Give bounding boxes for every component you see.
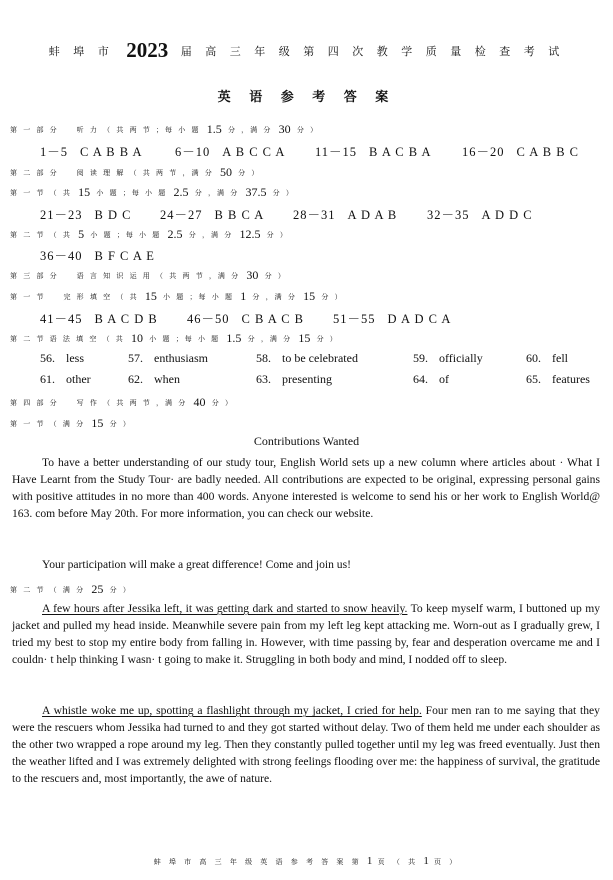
part4-heading: [10, 395, 234, 410]
section-score-each: 2.5: [167, 227, 183, 241]
grammar-answer: [128, 351, 208, 366]
section-score-each: 1.5: [226, 331, 242, 345]
page-title: 英 语 参 考 答 案: [217, 90, 396, 105]
part3-section1-heading: [10, 289, 344, 304]
part4-heading-post: 分 ）: [211, 399, 234, 407]
section-score-total: 15: [298, 331, 311, 345]
section-score-total: 25: [91, 582, 104, 596]
part1-score-each: 1.5: [206, 122, 222, 136]
section-score-total: 12.5: [239, 227, 261, 241]
item-answer: officially: [439, 351, 483, 365]
grammar-answer: [256, 372, 332, 387]
section-count: 10: [131, 331, 144, 345]
answer-range: 1－5: [40, 145, 69, 159]
section-heading-mid1: 小 题 ；每 小 题: [163, 293, 234, 301]
section-heading-post: 分 ）: [321, 293, 344, 301]
grammar-answer: [413, 372, 449, 387]
section-heading-post: 分 ）: [316, 335, 339, 343]
given-opening-sentence: A few hours after Jessika left, it was getting dark and started to snow heavily.: [42, 602, 408, 615]
page-footer: [0, 855, 613, 867]
section-heading-mid2: 分 ，满 分: [252, 293, 297, 301]
section-heading-mid1: 小 题 ；每 小 题: [90, 231, 162, 239]
answer-group: [160, 205, 264, 223]
header-suffix: 届 高 三 年 级 第 四 次 教 学 质 量 检 查 考 试: [180, 45, 565, 58]
footer-text-post: 页 ）: [434, 858, 460, 866]
grammar-answer: [526, 351, 568, 366]
grammar-answer: [40, 351, 84, 366]
answer-letters: C A B B C: [516, 145, 580, 159]
answer-letters: C A B B A: [80, 145, 143, 159]
part1-heading: [10, 122, 319, 137]
part3-section1-answers-row: [40, 309, 600, 325]
section-heading-pre: 第 一 节 （ 满 分: [10, 420, 86, 428]
item-number: 59.: [413, 351, 428, 365]
answer-group: [187, 309, 304, 327]
section-heading-mid2: 分 ，满 分: [194, 189, 240, 197]
part3-score-total: 30: [246, 268, 259, 282]
part3-heading-pre: 第 三 部 分 语 言 知 识 运 用 （ 共 两 节 ，满 分: [10, 272, 241, 280]
section-heading-post: 分 ）: [272, 189, 295, 197]
item-answer: to be celebrated: [282, 351, 358, 365]
part2-heading: [10, 165, 260, 180]
item-answer: presenting: [282, 372, 332, 386]
item-answer: enthusiasm: [154, 351, 208, 365]
part2-section1-heading: [10, 185, 295, 200]
footer-text-mid: 页 （ 共: [377, 858, 419, 866]
item-answer: other: [66, 372, 91, 386]
part1-answers-row: [40, 142, 600, 158]
answer-group: [40, 142, 143, 160]
essay-title: Contributions Wanted: [253, 434, 360, 448]
answer-group: [427, 205, 533, 223]
answer-group: [293, 205, 397, 223]
section-heading-mid1: 小 题 ；每 小 题: [149, 335, 221, 343]
paragraph-body: Four men ran to me saying that they were the rescuers whom Jessika had turned to and they got started without delay. Two of them held me under each shoulder as the other two wrapped a rope around my leg. Then they constantly pulled together until my leg was freed eventually. Just then the weather lifted and I was extremely delighted with strong feelings flooding over me: the happiness of survival, the gratitude to the rescuers and, most importantly, the awe of nature.: [12, 704, 600, 785]
section-heading-pre: 第 二 节 （ 共: [10, 231, 72, 239]
answer-range: 46－50: [187, 312, 230, 326]
section-heading-pre: 第 一 节 （ 共: [10, 189, 72, 197]
item-answer: fell: [552, 351, 568, 365]
part4-section2-heading: [10, 582, 132, 597]
item-number: 63.: [256, 372, 271, 386]
item-number: 65.: [526, 372, 541, 386]
answer-letters: A D A B: [347, 208, 398, 222]
answer-range: 51－55: [333, 312, 376, 326]
section-count: 5: [78, 227, 85, 241]
part4-score-total: 40: [193, 395, 206, 409]
part1-score-total: 30: [278, 122, 291, 136]
part3-heading: [10, 268, 287, 283]
part1-heading-post: 分 ）: [296, 126, 320, 134]
grammar-answers-row-1: [40, 351, 600, 367]
item-number: 61.: [40, 372, 55, 386]
part2-section1-answers-row: [40, 205, 600, 221]
item-number: 62.: [128, 372, 143, 386]
section-count: 15: [144, 289, 157, 303]
section-count: 15: [78, 185, 91, 199]
section-heading-mid1: 小 题 ；每 小 题: [96, 189, 168, 197]
answer-letters: B A C D B: [94, 312, 158, 326]
part2-score-total: 50: [219, 165, 232, 179]
item-answer: when: [154, 372, 180, 386]
footer-text-pre: 蚌 埠 市 高 三 年 级 英 语 参 考 答 案 第: [153, 858, 362, 866]
part2-heading-post: 分 ）: [238, 169, 261, 177]
answer-range: 36－40: [40, 249, 83, 263]
part4-section1-heading: [10, 416, 132, 431]
item-answer: less: [66, 351, 84, 365]
part2-section2-heading: [10, 227, 289, 242]
essay-paragraph-1: To have a better understanding of our study tour, English World sets up a new column where articles about · What I Have Learnt from the Study Tour· are badly needed. All contributions are expected to be original, expressing personal gains with positive attitudes in no more than 400 words. Anyone interested is welcome to send his or her work to English World@ 163. com before May 20th. For more information, you can check our website.: [12, 456, 600, 520]
part1-heading-mid: 分 ，满 分: [227, 126, 273, 134]
answer-range: 21－23: [40, 208, 83, 222]
item-number: 64.: [413, 372, 428, 386]
section-score-total: 15: [303, 289, 316, 303]
grammar-answer: [128, 372, 180, 387]
part4-heading-pre: 第 四 部 分 写 作 （ 共 两 节 ，满 分: [10, 399, 188, 407]
answer-letters: B D C: [94, 208, 132, 222]
exam-header: [0, 38, 613, 63]
part2-section2-answers-row: [40, 246, 340, 262]
answer-range: 41－45: [40, 312, 83, 326]
answer-group: [40, 246, 155, 264]
answer-group: [40, 309, 158, 327]
grammar-answer: [40, 372, 91, 387]
answer-letters: B F C A E: [94, 249, 155, 263]
section-heading-pre: 第 二 节 语 法 填 空 （ 共: [10, 335, 125, 343]
section-heading-pre: 第 二 节 （ 满 分: [10, 586, 86, 594]
answer-group: [40, 205, 131, 223]
answer-range: 32－35: [427, 208, 470, 222]
essay-paragraph-2: Your participation will make a great difference! Come and join us!: [42, 558, 351, 571]
paragraph-body: To keep myself warm, I buttoned up my jacket and pulled my head inside. Meanwhile severe pain from my left leg kept attacking me. Worn-out as I gradually grew, I tried my best to stop my entire body from falling in. However, with time passing by, fear and desperation overcame me and I couldn· t help thinking I wasn· t going to make it. Struggling in both body and mind, I nodded off to sleep.: [12, 602, 601, 666]
continuation-paragraph-1: [12, 600, 600, 668]
answer-letters: A D D C: [481, 208, 533, 222]
item-number: 56.: [40, 351, 55, 365]
item-number: 60.: [526, 351, 541, 365]
answer-range: 28－31: [293, 208, 336, 222]
answer-range: 16－20: [462, 145, 505, 159]
header-year: 2023: [126, 38, 169, 62]
answer-group: [175, 142, 285, 160]
part3-section2-heading: [10, 331, 339, 346]
answer-group: [315, 142, 432, 160]
item-number: 58.: [256, 351, 271, 365]
answer-letters: A B C C A: [222, 145, 286, 159]
section-heading-mid2: 分 ，满 分: [188, 231, 234, 239]
answer-range: 11－15: [315, 145, 358, 159]
grammar-answer: [256, 351, 358, 366]
section-heading-pre: 第 一 节 完 形 填 空 （ 共: [10, 293, 139, 301]
answer-letters: D A D C A: [387, 312, 452, 326]
continuation-paragraph-2: [12, 702, 600, 787]
grammar-answers-row-2: [40, 372, 600, 388]
section-heading-post: 分 ）: [266, 231, 289, 239]
answer-group: [333, 309, 451, 327]
section-heading-post: 分 ）: [109, 586, 132, 594]
grammar-answer: [413, 351, 483, 366]
footer-page-number: 1: [366, 855, 373, 867]
answer-range: 24－27: [160, 208, 203, 222]
given-opening-sentence: A whistle woke me up, spotting a flashlight through my jacket, I cried for help.: [42, 704, 422, 717]
answer-range: 6－10: [175, 145, 211, 159]
item-number: 57.: [128, 351, 143, 365]
section-heading-mid2: 分 ，满 分: [247, 335, 293, 343]
part3-heading-post: 分 ）: [264, 272, 287, 280]
answer-letters: B B C A: [214, 208, 265, 222]
section-heading-post: 分 ）: [109, 420, 132, 428]
item-answer: features: [552, 372, 590, 386]
answer-letters: C B A C B: [241, 312, 305, 326]
section-score-each: 2.5: [173, 185, 189, 199]
grammar-answer: [526, 372, 590, 387]
footer-total-pages: 1: [423, 855, 429, 867]
section-score-each: 1: [240, 289, 247, 303]
header-prefix: 蚌 埠 市: [48, 45, 114, 58]
part1-heading-pre: 第 一 部 分 听 力 （ 共 两 节 ；每 小 题: [10, 126, 201, 134]
section-score-total: 37.5: [245, 185, 267, 199]
part2-heading-pre: 第 二 部 分 阅 读 理 解 （ 共 两 节 ，满 分: [10, 169, 214, 177]
item-answer: of: [439, 372, 449, 386]
section-score-total: 15: [91, 416, 104, 430]
answer-group: [462, 142, 579, 160]
answer-letters: B A C B A: [369, 145, 432, 159]
